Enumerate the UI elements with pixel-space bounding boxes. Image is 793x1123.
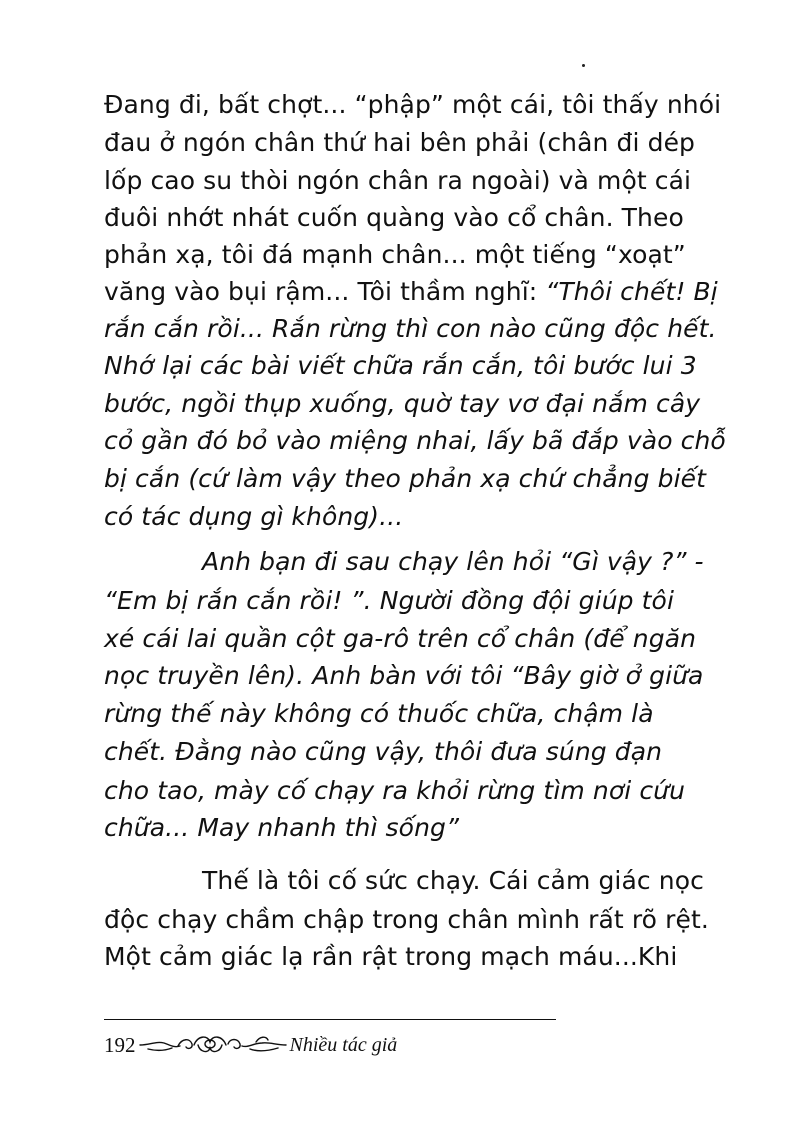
text-line-20: chữa... May nhanh thì sống” [104,813,460,842]
text-line-6-upright: văng vào bụi rậm... Tôi thầm nghĩ: [104,277,546,306]
page-number: 192 [104,1032,136,1057]
footer-author: Nhiều tác giả [289,1033,398,1056]
text-line-17: rừng thế này không có thuốc chữa, chậm là [104,699,654,728]
print-speck [582,64,585,67]
page-footer [104,1028,397,1062]
text-line-10: cỏ gần đó bỏ vào miệng nhai, lấy bã đắp vào chỗ [104,426,726,455]
text-line-6-italic: “Thôi chết! Bị [545,277,718,306]
footer-rule [104,1019,556,1020]
text-line-15: xé cái lai quần cột ga-rô trên cổ chân (để ngăn [104,624,697,653]
text-line-12: có tác dụng gì không)... [104,502,404,531]
text-line-4: đuôi nhớt nhát cuốn quàng vào cổ chân. Theo [104,203,684,232]
text-line-11: bị cắn (cứ làm vậy theo phản xạ chứ chẳng biết [104,464,707,493]
text-line-14: “Em bị rắn cắn rồi! ”. Người đồng đội giúp tôi [104,586,674,615]
text-line-16: nọc truyền lên). Anh bàn với tôi “Bây giờ ở giữa [104,661,704,690]
text-line-21: Thế là tôi cố sức chạy. Cái cảm giác nọc [202,866,704,895]
text-line-9: bước, ngồi thụp xuống, quờ tay vơ đại nắm cây [104,389,701,418]
text-line-13: Anh bạn đi sau chạy lên hỏi “Gì vậy ?” - [202,547,704,576]
decorative-flourish-icon [138,1030,288,1060]
text-line-22: độc chạy chầm chập trong chân mình rất rõ rệt. [104,905,709,934]
text-line-23: Một cảm giác lạ rần rật trong mạch máu...Khi [104,942,678,971]
text-line-5: phản xạ, tôi đá mạnh chân... một tiếng “xoạt” [104,240,686,269]
text-line-2: đau ở ngón chân thứ hai bên phải (chân đi dép [104,128,696,157]
text-line-3: lốp cao su thòi ngón chân ra ngoài) và một cái [104,166,692,195]
text-line-1: Đang đi, bất chợt... “phập” một cái, tôi thấy nhói [104,90,722,119]
text-line-6 [104,275,718,309]
text-line-18: chết. Đằng nào cũng vậy, thôi đưa súng đạn [104,737,663,766]
text-line-8: Nhớ lại các bài viết chữa rắn cắn, tôi bước lui 3 [104,351,697,380]
text-line-7: rắn cắn rồi... Rắn rừng thì con nào cũng độc hết. [104,314,717,343]
text-line-19: cho tao, mày cố chạy ra khỏi rừng tìm nơi cứu [104,776,686,805]
